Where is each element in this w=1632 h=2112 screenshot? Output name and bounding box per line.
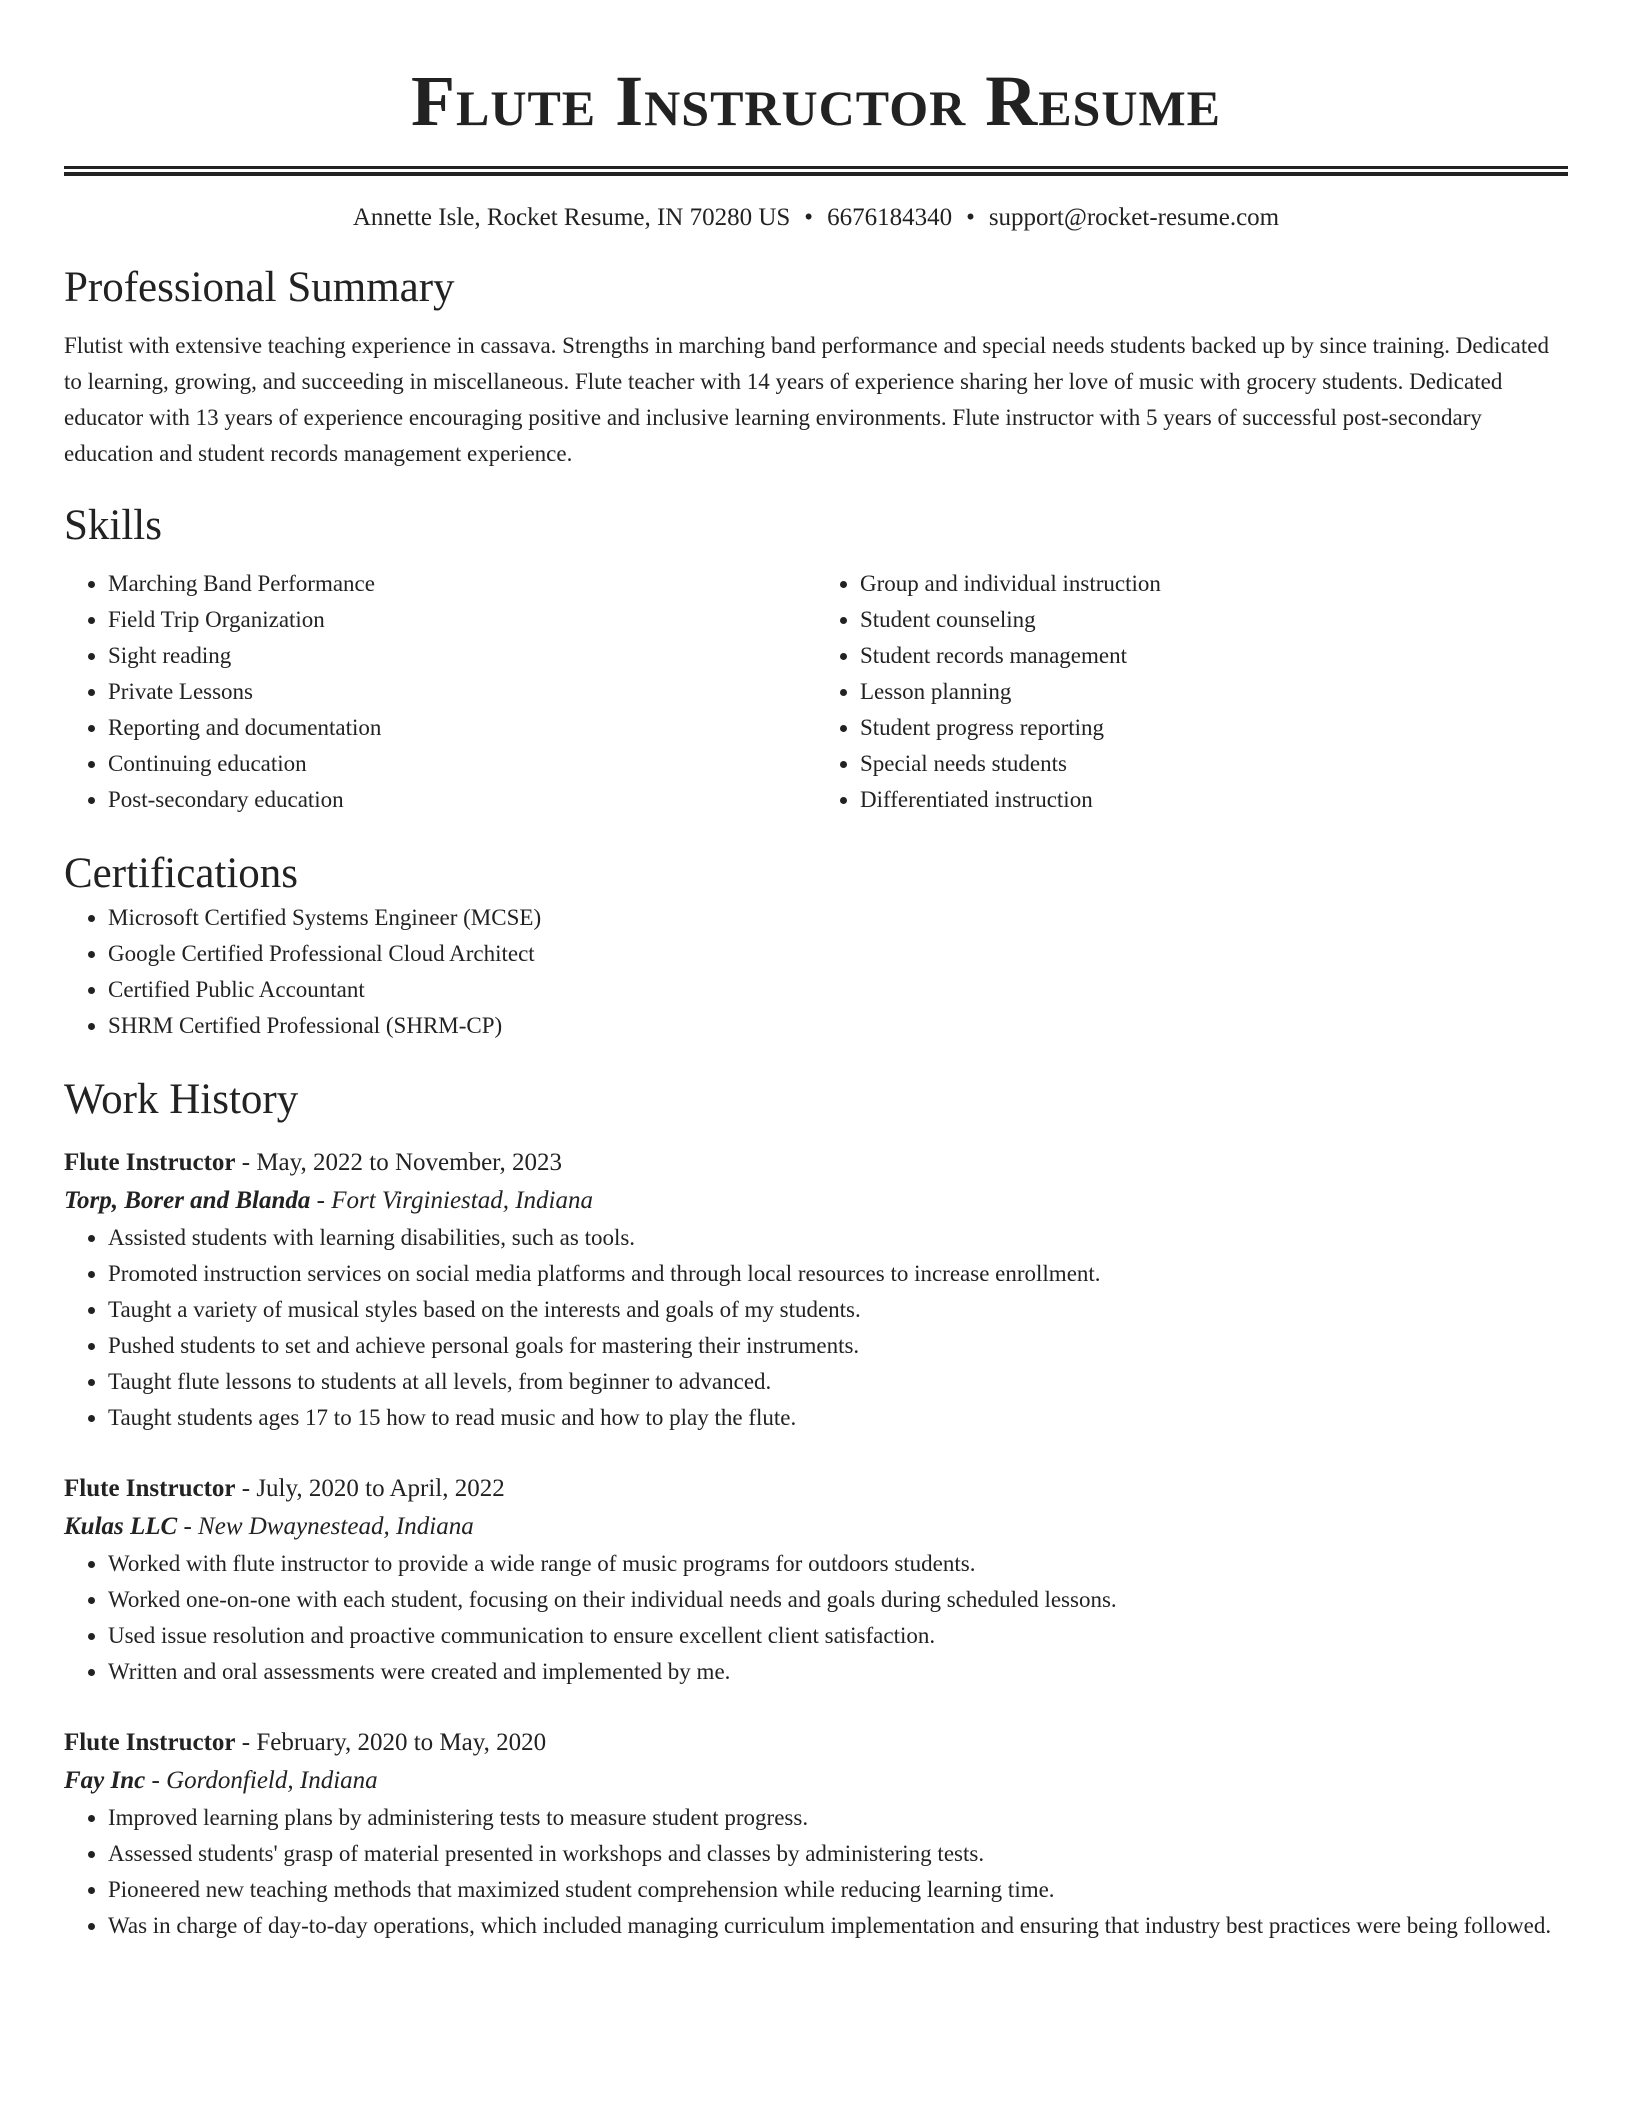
certification-item: • Microsoft Certified Systems Engineer (MCSE) [108,900,1568,936]
contact-separator: • [966,204,975,231]
skill-item: • Special needs students [860,746,1568,782]
job-location: - Gordonfield, Indiana [145,1767,378,1794]
job-title: Flute Instructor [64,1729,236,1756]
certifications-list [64,900,1568,1044]
skill-item: • Student records management [860,638,1568,674]
job-company: Kulas LLC [64,1513,178,1540]
job-company: Fay Inc [64,1767,146,1794]
job-location: - New Dwaynestead, Indiana [177,1513,474,1540]
contact-phone: 6676184340 [827,204,953,231]
contact-separator: • [804,204,814,231]
job-duties-list [64,1546,1568,1690]
job-duty: • Taught a variety of musical styles based on the interests and goals of my students. [108,1292,1568,1328]
skill-item: • Differentiated instruction [860,782,1568,818]
contact-address: Annette Isle, Rocket Resume, IN 70280 US [352,204,791,231]
job-title: Flute Instructor [64,1149,236,1176]
job-entry [64,1470,1568,1690]
skill-item: • Group and individual instruction [860,566,1568,602]
job-duty: • Used issue resolution and proactive communication to ensure excellent client satisfaction. [108,1618,1568,1654]
job-duty: • Assisted students with learning disabilities, such as tools. [108,1220,1568,1256]
job-entry [64,1724,1568,1944]
skill-item: • Field Trip Organization [108,602,816,638]
job-duty: • Written and oral assessments were created and implemented by me. [108,1654,1568,1690]
skill-item: • Sight reading [108,638,816,674]
title-divider [64,166,1568,176]
summary-heading: Professional Summary [64,264,455,311]
job-duty: • Pushed students to set and achieve personal goals for mastering their instruments. [108,1328,1568,1364]
contact-line [64,202,1568,234]
skills-list-right [816,566,1568,818]
job-dates: - May, 2022 to November, 2023 [235,1149,562,1176]
job-dates: - February, 2020 to May, 2020 [235,1729,547,1756]
job-title-line [64,1470,1568,1508]
job-company-line [64,1182,1568,1220]
job-duty: • Assessed students' grasp of material presented in workshops and classes by administering tests. [108,1836,1568,1872]
contact-email[interactable]: support@rocket-resume.com [988,204,1280,231]
work-history-heading: Work History [64,1076,299,1123]
job-duty: • Was in charge of day-to-day operations, which included managing curriculum implementation and ensuring that industry best practices were being followed. [108,1908,1568,1944]
certification-item: • SHRM Certified Professional (SHRM-CP) [108,1008,1568,1044]
skills-column-left [64,566,816,818]
job-company-line [64,1762,1568,1800]
skills-list-left [64,566,816,818]
certifications-heading: Certifications [64,850,299,897]
job-entry [64,1144,1568,1436]
skill-item: • Post-secondary education [108,782,816,818]
job-location: - Fort Virginiestad, Indiana [310,1187,593,1214]
skill-item: • Private Lessons [108,674,816,710]
job-duties-list [64,1800,1568,1944]
job-dates: - July, 2020 to April, 2022 [235,1475,505,1502]
job-duties-list [64,1220,1568,1436]
skill-item: • Student counseling [860,602,1568,638]
job-duty: • Promoted instruction services on social media platforms and through local resources to increase enrollment. [108,1256,1568,1292]
job-duty: • Taught students ages 17 to 15 how to read music and how to play the flute. [108,1400,1568,1436]
page-title: Flute Instructor Resume [411,61,1221,141]
job-duty: • Worked with flute instructor to provide a wide range of music programs for outdoors students. [108,1546,1568,1582]
skill-item: • Marching Band Performance [108,566,816,602]
job-company-line [64,1508,1568,1546]
skill-item: • Reporting and documentation [108,710,816,746]
skills-column-right [816,566,1568,818]
certification-item: • Certified Public Accountant [108,972,1568,1008]
job-duty: • Pioneered new teaching methods that maximized student comprehension while reducing learning time. [108,1872,1568,1908]
skill-item: • Student progress reporting [860,710,1568,746]
skill-item: • Lesson planning [860,674,1568,710]
skill-item: • Continuing education [108,746,816,782]
summary-text: Flutist with extensive teaching experience in cassava. Strengths in marching band performance and special needs students backed up by since training. Dedicated to learning, growing, and succeeding in miscellaneous. Flute teacher with 14 years of experience sharing her love of music with grocery students. Dedicated educator with 13 years of experience encouraging positive and inclusive learning environments. Flute instructor with 5 years of successful post-secondary education and student records management experience. [64,333,1549,466]
certification-item: • Google Certified Professional Cloud Architect [108,936,1568,972]
job-duty: • Worked one-on-one with each student, focusing on their individual needs and goals during scheduled lessons. [108,1582,1568,1618]
job-company: Torp, Borer and Blanda [64,1187,311,1214]
job-title: Flute Instructor [64,1475,236,1502]
job-title-line [64,1144,1568,1182]
skills-heading: Skills [64,502,162,549]
skills-grid [64,566,1568,818]
job-duty: • Taught flute lessons to students at all levels, from beginner to advanced. [108,1364,1568,1400]
job-duty: • Improved learning plans by administering tests to measure student progress. [108,1800,1568,1836]
job-title-line [64,1724,1568,1762]
